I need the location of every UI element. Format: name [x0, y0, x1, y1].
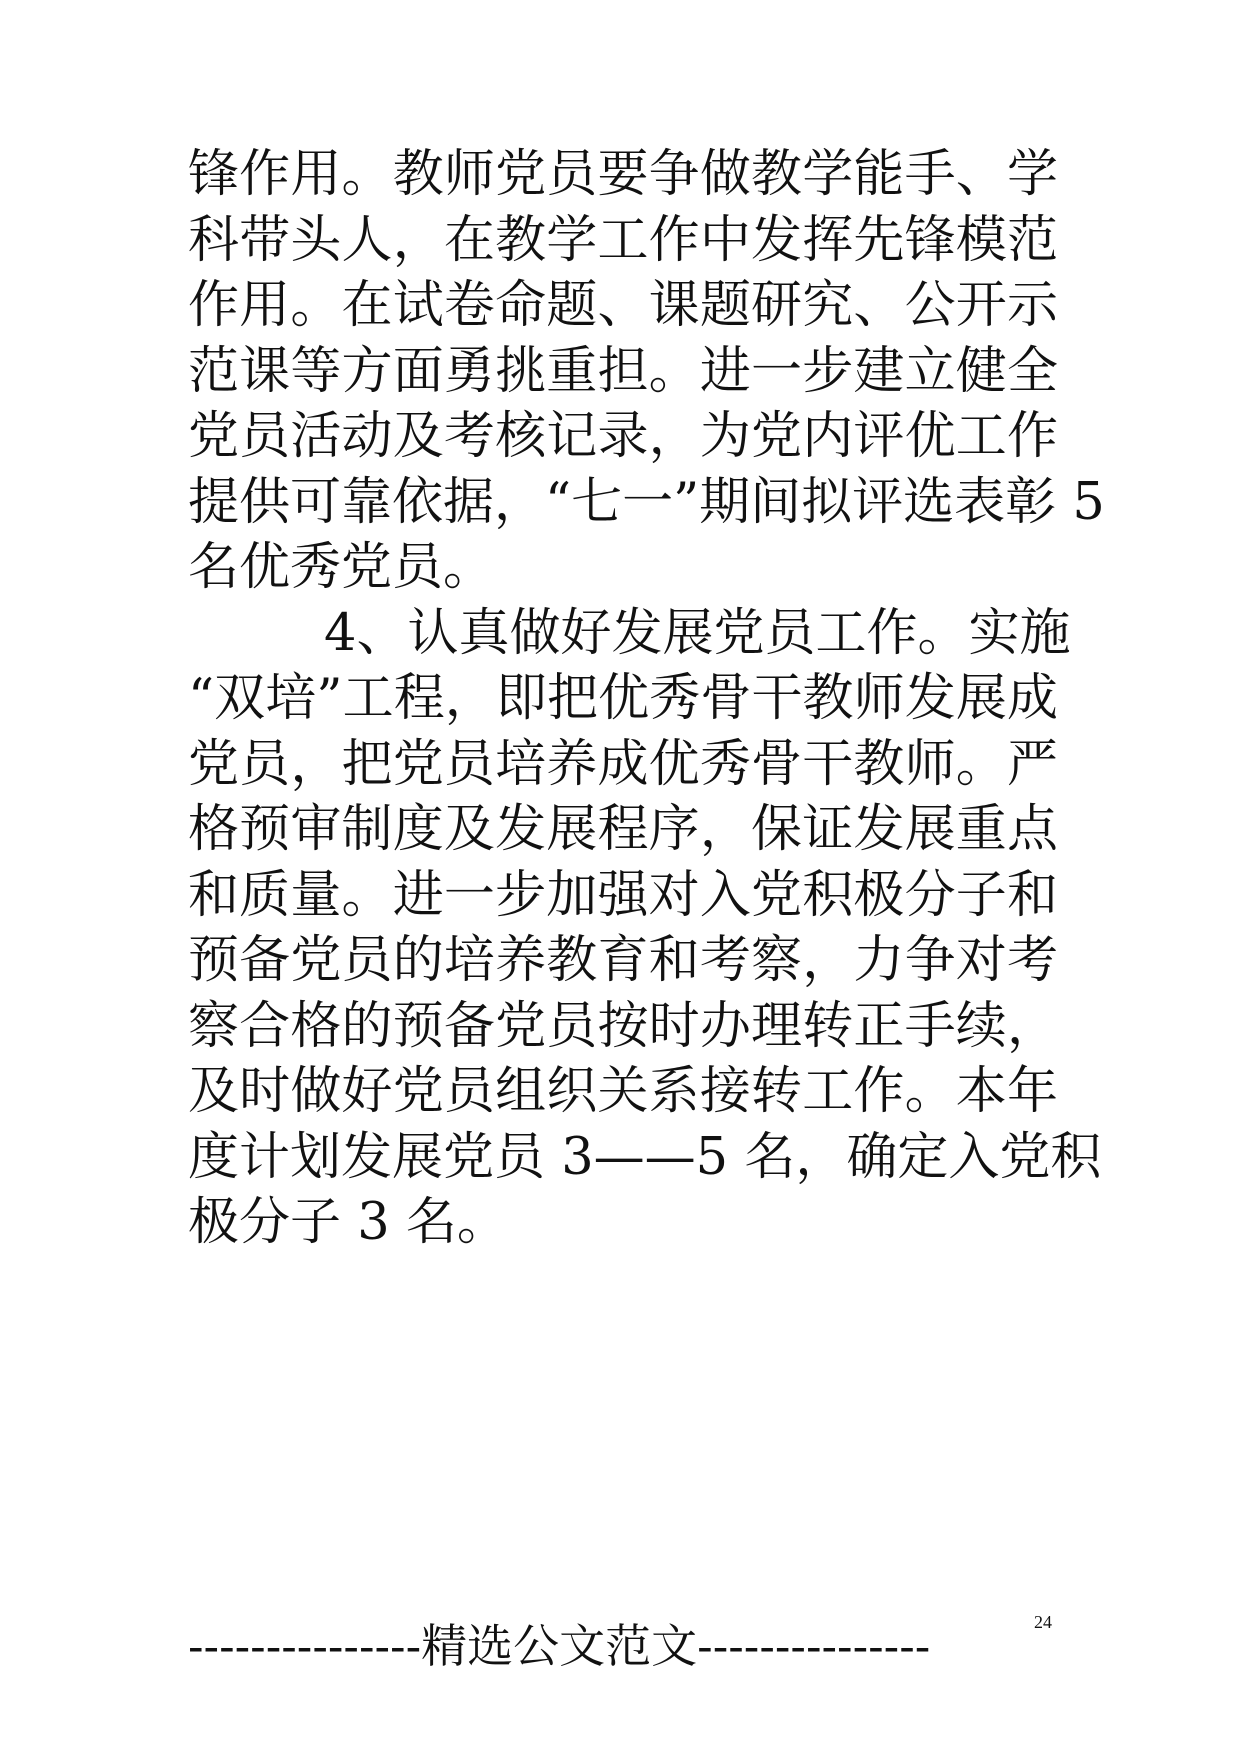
text-line: “双培”工程，即把优秀骨干教师发展成 — [188, 669, 1058, 728]
text-line: 度计划发展党员 3——5 名，确定入党积 — [188, 1127, 1102, 1187]
text-line: 4、认真做好发展党员工作。实施 — [324, 603, 1071, 663]
text-line: 提供可靠依据，“七一”期间拟评选表彰 5 — [188, 472, 1105, 532]
footer-title: ---------------精选公文范文--------------- — [188, 1619, 931, 1673]
page-number: 24 — [1034, 1612, 1052, 1632]
text-line: 名优秀党员。 — [188, 538, 495, 597]
body-text — [188, 142, 1105, 1256]
text-line: 范课等方面勇挑重担。进一步建立健全 — [188, 341, 1058, 401]
text-line: 格预审制度及发展程序，保证发展重点 — [188, 800, 1058, 859]
text-line: 科带头人，在教学工作中发挥先锋模范 — [188, 210, 1058, 270]
text-line: 和质量。进一步加强对入党积极分子和 — [188, 865, 1058, 925]
text-line: 及时做好党员组织关系接转工作。本年 — [188, 1062, 1058, 1121]
text-line: 锋作用。教师党员要争做教学能手、学 — [188, 145, 1058, 204]
text-line: 预备党员的培养教育和考察，力争对考 — [188, 931, 1058, 990]
text-line: 作用。在试卷命题、课题研究、公开示 — [188, 276, 1058, 335]
text-line: 察合格的预备党员按时办理转正手续， — [188, 996, 1058, 1056]
text-line: 极分子 3 名。 — [188, 1193, 508, 1252]
text-line: 党员，把党员培养成优秀骨干教师。严 — [188, 734, 1058, 794]
text-line: 党员活动及考核记录，为党内评优工作 — [188, 407, 1058, 466]
